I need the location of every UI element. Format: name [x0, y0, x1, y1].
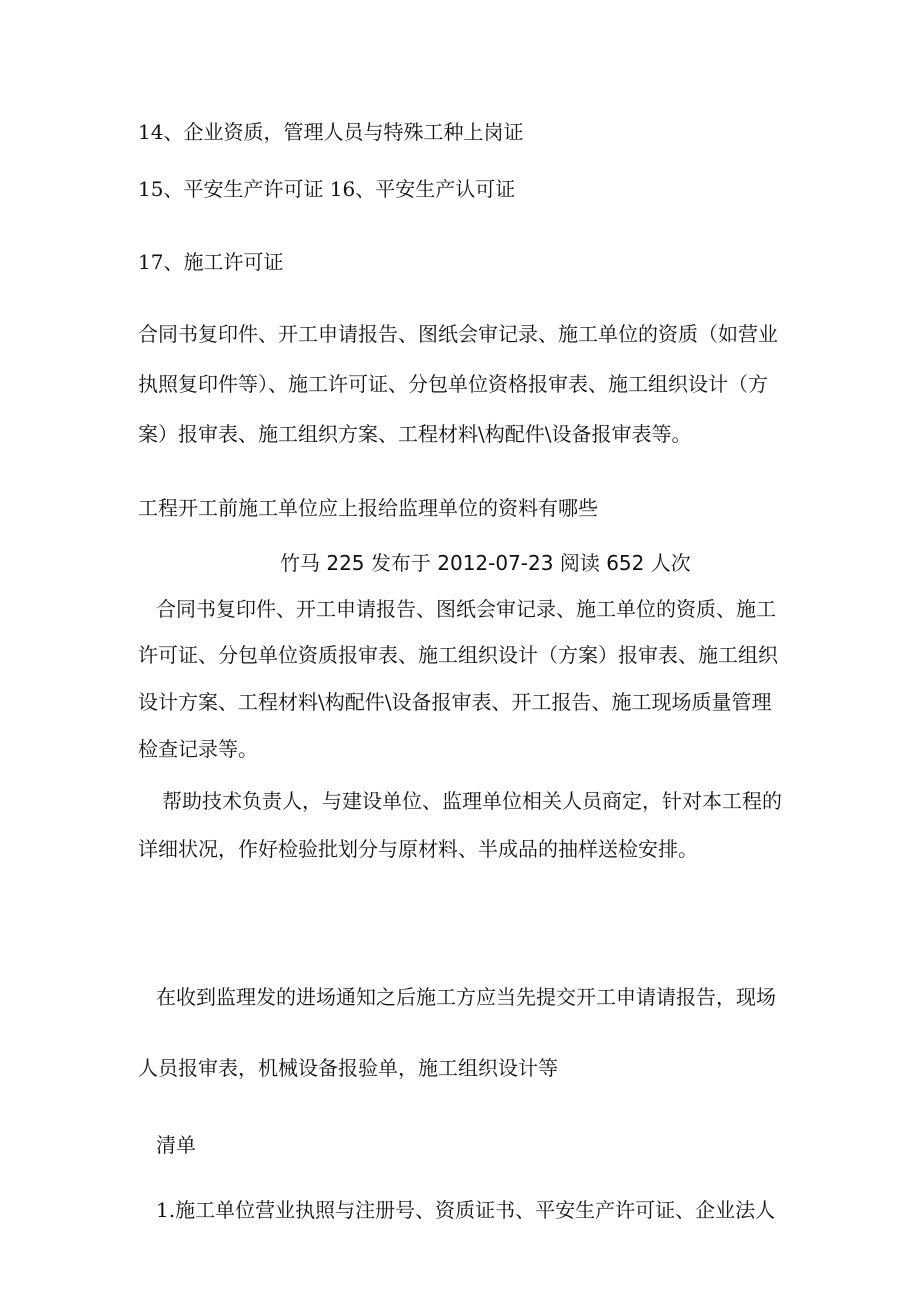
byline: 竹马 225 发布于 2012-07-23 阅读 652 人次: [280, 551, 691, 575]
list-heading: 清单: [156, 1133, 196, 1157]
list-item-14: 14、企业资质，管理人员与特殊工种上岗证: [138, 120, 524, 144]
list-item-1: 1.施工单位营业执照与注册号、资质证书、平安生产许可证、企业法人: [156, 1198, 776, 1222]
question-title: 工程开工前施工单位应上报给监理单位的资料有哪些: [138, 496, 598, 520]
paragraph-line: 在收到监理发的进场通知之后施工方应当先提交开工申请请报告，现场: [156, 985, 776, 1009]
list-item-15-16: 15、平安生产许可证 16、平安生产认可证: [138, 177, 516, 201]
paragraph-line: 帮助技术负责人，与建设单位、监理单位相关人员商定，针对本工程的: [162, 789, 782, 813]
paragraph-line: 合同书复印件、开工申请报告、图纸会审记录、施工单位的资质（如营业: [138, 322, 778, 346]
paragraph-line: 许可证、分包单位资质报审表、施工组织设计（方案）报审表、施工组织: [138, 643, 778, 667]
paragraph-line: 案）报审表、施工组织方案、工程材料\构配件\设备报审表等。: [138, 422, 692, 446]
paragraph-line: 设计方案、工程材料\构配件\设备报审表、开工报告、施工现场质量管理: [138, 690, 772, 714]
paragraph-line: 人员报审表，机械设备报验单，施工组织设计等: [138, 1056, 558, 1080]
paragraph-line: 合同书复印件、开工申请报告、图纸会审记录、施工单位的资质、施工: [156, 597, 776, 621]
paragraph-line: 检查记录等。: [138, 737, 258, 761]
list-item-17: 17、施工许可证: [138, 250, 284, 274]
paragraph-line: 执照复印件等）、施工许可证、分包单位资格报审表、施工组织设计（方: [138, 372, 768, 396]
paragraph-line: 详细状况，作好检验批划分与原材料、半成品的抽样送检安排。: [138, 837, 698, 861]
